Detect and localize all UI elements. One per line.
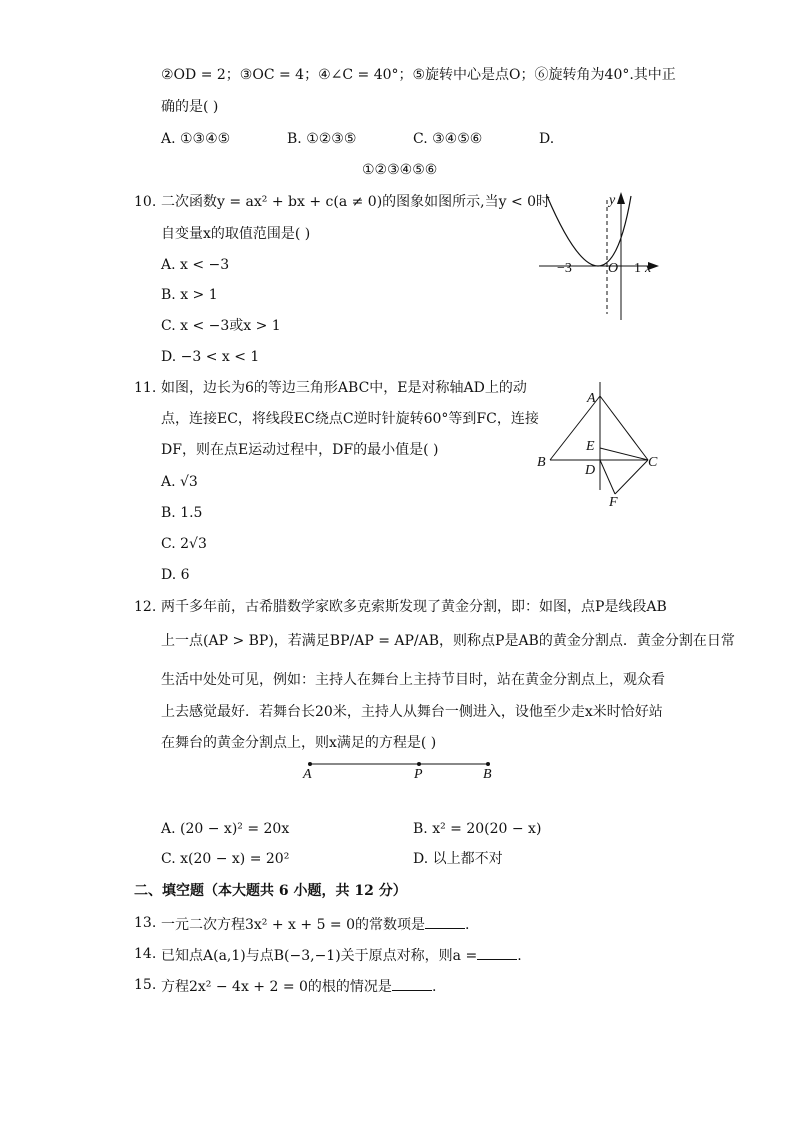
q13-end: . <box>465 917 470 933</box>
q12-option-a: A. (20 − x)² = 20x <box>161 821 290 837</box>
q12-number: 12. <box>134 599 157 615</box>
q12-line4: 上去感觉最好．若舞台长20米，主持人从舞台一侧进入，设他至少走x米时恰好站 <box>161 704 663 720</box>
q11-label-f: F <box>609 495 618 510</box>
q12-point-a <box>308 762 312 766</box>
q15-end: . <box>431 979 437 995</box>
q15-text: 方程2x² − 4x + 2 = 0的根的情况是 <box>161 979 392 995</box>
q11-number: 11. <box>134 380 157 396</box>
q11-option-c: C. 2√3 <box>161 536 207 552</box>
q14-answer-blank[interactable] <box>477 947 517 960</box>
q12-label-b: B <box>483 767 492 782</box>
q10-right-root-label: 1 <box>634 261 641 276</box>
q10-parabola <box>547 196 631 266</box>
q15-question <box>161 978 436 994</box>
q11-option-d: D. 6 <box>161 567 190 583</box>
q13-answer-blank[interactable] <box>425 916 465 929</box>
q12-point-p <box>417 762 421 766</box>
q12-segment-figure <box>300 756 500 786</box>
q14-text: 已知点A(a,1)与点B(−3,−1)关于原点对称，则a = <box>161 948 478 964</box>
q9-option-a: A. ①③④⑤ <box>161 131 231 147</box>
q9-line2: 确的是( ) <box>161 99 219 115</box>
q14-end: . <box>517 948 522 964</box>
q12-label-a: A <box>303 767 312 782</box>
q11-label-e: E <box>586 439 595 454</box>
q13-text: 一元二次方程3x² + x + 5 = 0的常数项是 <box>161 917 426 933</box>
q12-line5: 在舞台的黄金分割点上，则x满足的方程是( ) <box>161 735 437 751</box>
q11-label-a: A <box>587 391 596 406</box>
q11-side-ac <box>600 396 648 460</box>
q11-label-c: C <box>648 455 658 470</box>
q11-line3: DF，则在点E运动过程中，DF的最小值是( ) <box>161 442 439 458</box>
q12-point-b <box>486 762 490 766</box>
q10-y-arrow <box>617 192 625 204</box>
q9-option-d: D. <box>539 131 555 147</box>
q12-option-d: D. 以上都不对 <box>413 851 503 867</box>
q10-option-a: A. x < −3 <box>161 257 230 273</box>
q11-segment-fc <box>615 460 648 494</box>
q10-option-c: C. x < −3或x > 1 <box>161 318 281 334</box>
q12-line1: 两千多年前，古希腊数学家欧多克索斯发现了黄金分割，即：如图，点P是线段AB <box>161 599 667 615</box>
q11-label-b: B <box>537 455 546 470</box>
q11-line2: 点，连接EC，将线段EC绕点C逆时针旋转60°等到FC，连接 <box>161 411 539 427</box>
q9-line1: ②OD = 2；③OC = 4；④∠C = 40°；⑤旋转中心是点O；⑥旋转角为40°.其中正 <box>161 67 676 83</box>
q12-label-p: P <box>414 767 423 782</box>
q9-option-d-content: ①②③④⑤⑥ <box>362 162 438 178</box>
q14-number: 14. <box>134 946 157 962</box>
q12-option-c: C. x(20 − x) = 20² <box>161 851 290 867</box>
q11-triangle-figure <box>535 378 665 510</box>
q10-origin-label: O <box>608 261 619 276</box>
q11-option-b: B. 1.5 <box>161 505 203 521</box>
q9-option-b: B. ①②③⑤ <box>287 131 357 147</box>
q12-line3: 生活中处处可见，例如：主持人在舞台上主持节目时，站在黄金分割点上，观众看 <box>161 672 665 688</box>
q12-option-b: B. x² = 20(20 − x) <box>413 821 542 837</box>
q13-number: 13. <box>134 915 157 931</box>
q11-line1: 如图，边长为6的等边三角形ABC中，E是对称轴AD上的动 <box>161 380 527 396</box>
q10-line2: 自变量x的取值范围是( ) <box>161 226 311 242</box>
q10-x-label: x <box>645 261 652 276</box>
q11-segment-df <box>600 460 615 494</box>
q15-answer-blank[interactable] <box>392 978 432 991</box>
q10-option-d: D. −3 < x < 1 <box>161 349 260 365</box>
q10-number: 10. <box>134 194 157 210</box>
q11-option-a: A. √3 <box>161 474 198 490</box>
q11-label-d: D <box>585 463 596 478</box>
q13-question <box>161 916 469 932</box>
q12-line2: 上一点(AP > BP)，若满足BP/AP = AP/AB，则称点P是AB的黄金分割点．黄金分割在日常 <box>161 633 735 649</box>
q10-line1: 二次函数y = ax² + bx + c(a ≠ 0)的图象如图所示,当y < 0时 <box>161 194 551 210</box>
q15-number: 15. <box>134 977 157 993</box>
q10-left-root-label: −3 <box>557 261 572 276</box>
q9-option-c: C. ③④⑤⑥ <box>413 131 483 147</box>
q10-parabola-figure <box>535 190 665 325</box>
section-2-title: 二、填空题（本大题共 6 小题，共 12 分） <box>134 883 407 899</box>
q10-y-label: y <box>609 193 616 208</box>
q14-question <box>161 947 522 963</box>
q10-option-b: B. x > 1 <box>161 287 218 303</box>
